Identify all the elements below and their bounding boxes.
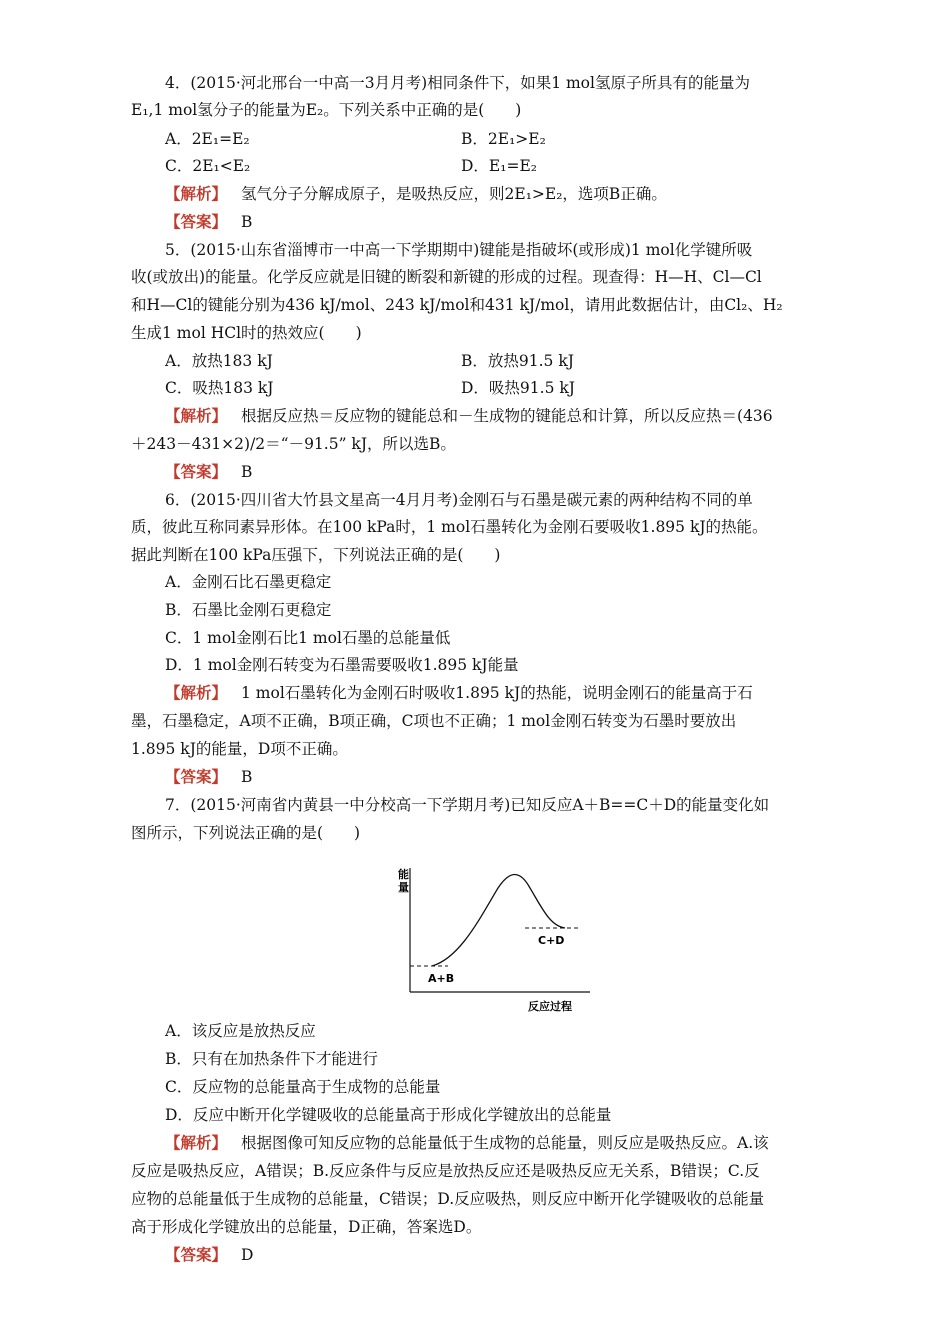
- q7-option-a: A．该反应是放热反应: [165, 1022, 316, 1040]
- q5-analysis-line2: ＋243－431×2)/2＝“－91.5” kJ，所以选B。: [131, 435, 456, 453]
- q7-analysis-line2: 反应是吸热反应，A错误；B.反应条件与反应是放热反应还是吸热反应无关系，B错误；C.反: [131, 1162, 760, 1180]
- answer-label: 【答案】: [165, 462, 228, 481]
- q5-option-b: B．放热91.5 kJ: [461, 352, 574, 370]
- q6-stem-line1: 6．(2015·四川省大竹县文星高一4月月考)金刚石与石墨是碳元素的两种结构不同的单: [165, 491, 753, 509]
- answer-label: 【答案】: [165, 767, 228, 786]
- q7-option-d: D．反应中断开化学键吸收的总能量高于形成化学键放出的总能量: [165, 1106, 612, 1124]
- q6-stem-line2: 质，彼此互称同素异形体。在100 kPa时，1 mol石墨转化为金刚石要吸收1.895 kJ的热能。: [131, 518, 768, 536]
- analysis-label: 【解析】: [165, 1133, 228, 1152]
- q4-option-a: A．2E₁=E₂: [165, 130, 250, 148]
- q6-answer: [165, 764, 855, 790]
- y-axis-label-char2: 量: [398, 881, 409, 894]
- q4-analysis-text: 氢气分子分解成原子，是吸热反应，则2E₁>E₂，选项B正确。: [241, 185, 667, 203]
- q4-option-d: D．E₁=E₂: [461, 157, 537, 175]
- q5-stem-line3: 和H—Cl的键能分别为436 kJ/mol、243 kJ/mol和431 kJ/mol，请用此数据估计，由Cl₂、H₂: [131, 296, 783, 314]
- analysis-label: 【解析】: [165, 184, 228, 203]
- analysis-label: 【解析】: [165, 683, 228, 702]
- q6-analysis-line2: 墨，石墨稳定，A项不正确，B项正确，C项也不正确；1 mol金刚石转变为石墨时要放出: [131, 712, 737, 730]
- q4-answer-value: B: [241, 213, 253, 231]
- q5-analysis-line1: [165, 403, 855, 429]
- q5-answer-value: B: [241, 463, 253, 481]
- q5-option-a: A．放热183 kJ: [165, 352, 273, 370]
- q5-option-d: D．吸热91.5 kJ: [461, 379, 575, 397]
- q5-stem-line2: 收(或放出)的能量。化学反应就是旧键的断裂和新键的形成的过程。现查得：H—H、Cl—Cl: [131, 268, 762, 286]
- q6-analysis-line1: [165, 680, 855, 706]
- q6-stem-line3: 据此判断在100 kPa压强下，下列说法正确的是( ): [131, 546, 501, 564]
- q6-option-c: C．1 mol金刚石比1 mol石墨的总能量低: [165, 629, 451, 647]
- q7-stem-line2: 图所示，下列说法正确的是( ): [131, 824, 361, 842]
- q5-stem-line4: 生成1 mol HCl时的热效应( ): [131, 324, 362, 342]
- answer-label: 【答案】: [165, 212, 228, 231]
- q7-analysis-line4: 高于形成化学键放出的总能量，D正确，答案选D。: [131, 1218, 482, 1236]
- q7-option-b: B．只有在加热条件下才能进行: [165, 1050, 378, 1068]
- q6-option-d: D．1 mol金刚石转变为石墨需要吸收1.895 kJ能量: [165, 656, 519, 674]
- q7-analysis-line1: [165, 1130, 855, 1156]
- q7-analysis-text1: 根据图像可知反应物的总能量低于生成物的总能量，则反应是吸热反应。A.该: [241, 1134, 769, 1152]
- q4-stem-line1: 4．(2015·河北邢台一中高一3月月考)相同条件下，如果1 mol氢原子所具有的能量为: [165, 74, 750, 92]
- q4-analysis: [165, 181, 855, 207]
- q5-analysis-text1: 根据反应热＝反应物的键能总和－生成物的键能总和计算，所以反应热＝(436: [241, 407, 773, 425]
- q7-stem-line1: 7．(2015·河南省内黄县一中分校高一下学期月考)已知反应A＋B==C＋D的能量变化如: [165, 796, 770, 814]
- q4-option-b: B．2E₁>E₂: [461, 130, 546, 148]
- answer-label: 【答案】: [165, 1245, 228, 1264]
- q4-option-c: C．2E₁<E₂: [165, 157, 251, 175]
- q6-option-a: A．金刚石比石墨更稳定: [165, 573, 332, 591]
- x-axis-label: 反应过程: [528, 1000, 572, 1013]
- q7-option-c: C．反应物的总能量高于生成物的总能量: [165, 1078, 441, 1096]
- q5-answer: [165, 459, 855, 485]
- q6-answer-value: B: [241, 768, 253, 786]
- q7-analysis-line3: 应物的总能量低于生成物的总能量，C错误；D.反应吸热，则反应中断开化学键吸收的总能量: [131, 1190, 765, 1208]
- q6-option-b: B．石墨比金刚石更稳定: [165, 601, 332, 619]
- q7-answer-value: D: [241, 1246, 254, 1264]
- q4-answer: [165, 209, 855, 235]
- q5-stem-line1: 5．(2015·山东省淄博市一中高一下学期期中)键能是指破坏(或形成)1 mol化学键所吸: [165, 241, 753, 259]
- energy-curve: [432, 875, 565, 967]
- q6-analysis-line3: 1.895 kJ的能量，D项不正确。: [131, 740, 348, 758]
- q4-stem-line2: E₁,1 mol氢分子的能量为E₂。下列关系中正确的是( ): [131, 101, 522, 119]
- q5-option-c: C．吸热183 kJ: [165, 379, 274, 397]
- reactants-label: A+B: [428, 972, 455, 985]
- energy-diagram: [380, 858, 600, 1018]
- y-axis-label-char1: 能: [398, 868, 409, 881]
- products-label: C+D: [538, 934, 565, 947]
- analysis-label: 【解析】: [165, 406, 228, 425]
- q6-analysis-text1: 1 mol石墨转化为金刚石时吸收1.895 kJ的热能，说明金刚石的能量高于石: [241, 684, 753, 702]
- q7-answer: [165, 1242, 855, 1268]
